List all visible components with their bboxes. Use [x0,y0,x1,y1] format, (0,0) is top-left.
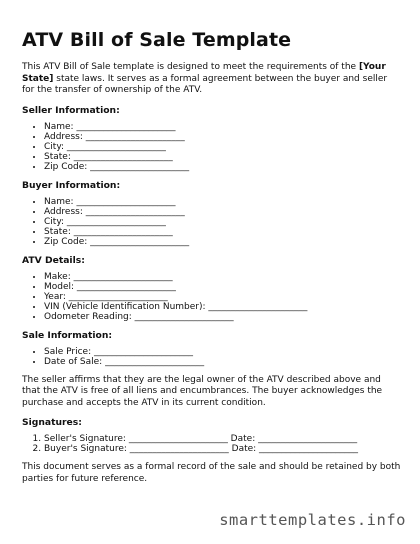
seller-fields [22,122,402,172]
seller-heading: Seller Information: [22,104,120,116]
buyer-city-field: • City: ______________________ [44,217,402,227]
document-title: ATV Bill of Sale Template [22,29,292,51]
sale-price-field: • Sale Price: ______________________ [44,347,402,357]
state-placeholder: [Your State] [22,62,386,84]
buyer-signature-line: 2. Buyer's Signature: ______________________ Date: ______________________ [44,444,402,454]
signature-lines [22,434,402,454]
buyer-heading: Buyer Information: [22,179,121,191]
intro-text-before: This ATV Bill of Sale template is designed to meet the requirements of the [22,62,359,72]
document-page [22,28,402,485]
seller-signature-line: 1. Seller's Signature: ______________________ Date: ______________________ [44,434,402,444]
seller-name-field: • Name: ______________________ [44,122,402,132]
buyer-zip-field: • Zip Code: ______________________ [44,237,402,247]
seller-address-field: • Address: ______________________ [44,132,402,142]
seller-city-field: • City: ______________________ [44,142,402,152]
sale-date-field: • Date of Sale: ______________________ [44,357,402,367]
atv-odometer-field: • Odometer Reading: ______________________ [44,312,402,322]
intro-paragraph [22,62,402,97]
atv-model-field: • Model: ______________________ [44,282,402,292]
atv-make-field: • Make: ______________________ [44,272,402,282]
atv-year-field: • Year: ______________________ [44,292,402,302]
sale-fields [22,347,402,367]
seller-state-field: • State: ______________________ [44,152,402,162]
buyer-state-field: • State: ______________________ [44,227,402,237]
atv-heading: ATV Details: [22,254,85,266]
sale-heading: Sale Information: [22,329,113,341]
site-watermark: smarttemplates.info [219,511,406,529]
buyer-fields [22,197,402,247]
buyer-name-field: • Name: ______________________ [44,197,402,207]
atv-vin-field: • VIN (Vehicle Identification Number): ______________________ [44,302,402,312]
seller-zip-field: • Zip Code: ______________________ [44,162,402,172]
signatures-heading: Signatures: [22,417,82,428]
affirmation-paragraph: The seller affirms that they are the legal owner of the ATV described above and that the ATV is free of all liens and encumbrances. The buyer acknowledges the purchase and accepts the ATV in its current condition. [22,374,383,408]
atv-fields [22,272,402,322]
intro-text-after: state laws. It serves as a formal agreement between the buyer and seller for the transfer of ownership of the ATV. [22,73,388,95]
closing-paragraph: This document serves as a formal record of the sale and should be retained by both parties for future reference. [22,462,401,484]
buyer-address-field: • Address: ______________________ [44,207,402,217]
